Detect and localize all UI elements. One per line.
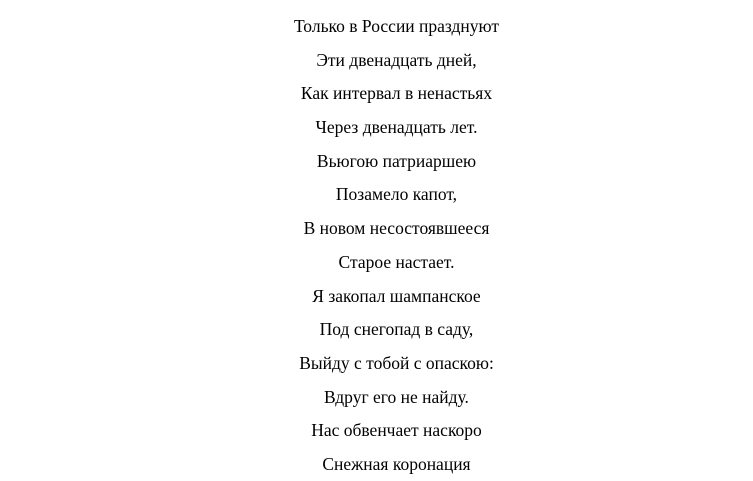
poem-line: Я закопал шампанское <box>312 285 481 306</box>
poem-line: Снежная коронация <box>322 453 471 474</box>
poem-line: В новом несостоявшееся <box>303 218 490 239</box>
poem-line: Только в России празднуют <box>293 16 500 36</box>
poem-line: Старое настает. <box>338 251 455 272</box>
poem-line: Выйду с тобой с опаскою: <box>299 352 494 373</box>
poem-line: Эти двенадцать дней, <box>316 49 477 70</box>
poem-text <box>0 13 753 481</box>
poem-line: Нас обвенчает наскоро <box>311 420 482 441</box>
poem-line: Вьюгою патриаршею <box>316 150 477 171</box>
poem-line: Через двенадцать лет. <box>315 117 478 138</box>
poem-line: Под снегопад в саду, <box>319 319 474 340</box>
poem-line: Позамело капот, <box>335 184 458 205</box>
poem-line: Вдруг его не найду. <box>324 386 469 407</box>
poem-line: Как интервал в ненастьях <box>300 83 493 104</box>
